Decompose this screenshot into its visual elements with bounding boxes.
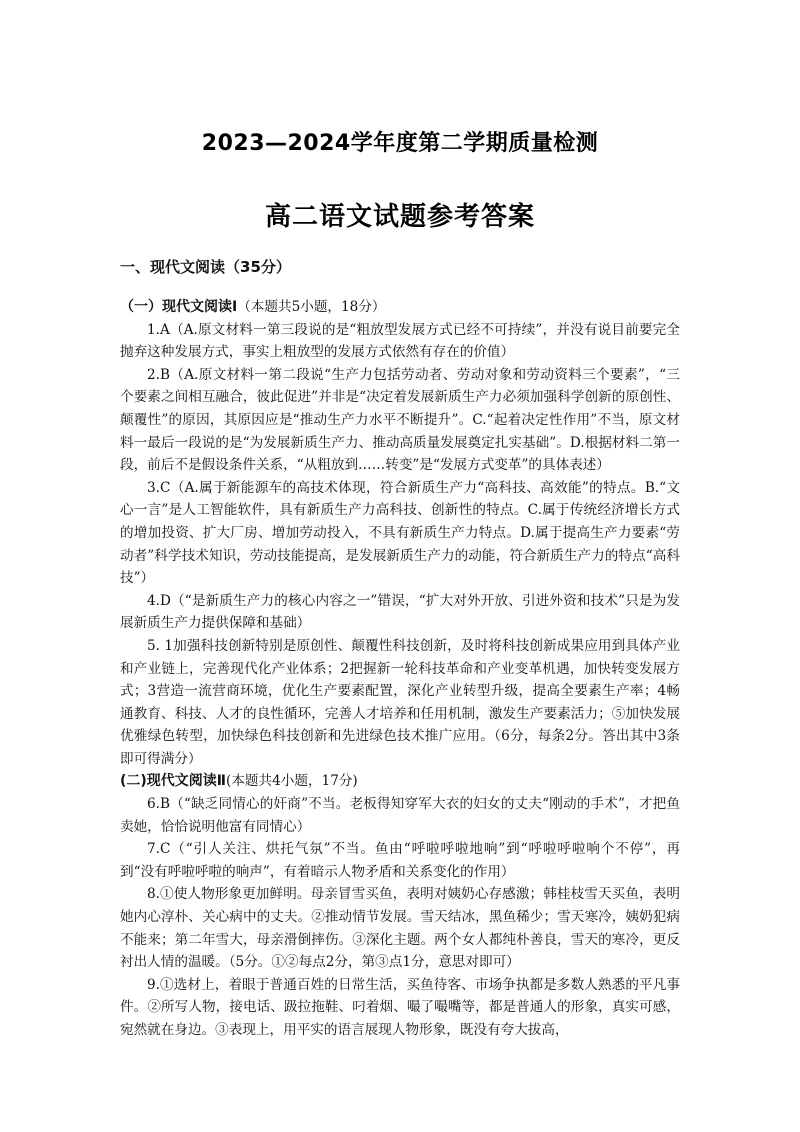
part1-heading: （一）现代文阅读Ⅰ [120,299,238,315]
answer-q4: 4.D（“是新质生产力的核心内容之一”错误，“扩大对外开放、引进外资和技术”只是为发展新质生产力提供保障和基础） [120,592,680,632]
answer-q9: 9.①选材上，着眼于普通百姓的日常生活，买鱼待客、市场争执都是多数人熟悉的平凡事件。②所写人物，接电话、趿拉拖鞋、叼着烟、嘬了嘬嘴等，都是普通人的形象，真实可感，宛然就在身边。③表现上，用平实的语言展现人物形象，既没有夸大拔高， [120,976,680,1038]
document-subtitle: 高二语文试题参考答案 [264,202,535,232]
section-heading: 一、现代文阅读（35分） [120,258,291,276]
part1-note: （本题共5小题，18分） [237,299,386,315]
part2-heading: (二)现代文阅读Ⅱ [120,773,227,790]
answer-body [120,296,680,1042]
answer-q3: 3.C（A.属于新能源车的高技术体现，符合新质生产力“高科技、高效能”的特点。B.“文心一言”是人工智能软件，具有新质生产力高科技、创新性的特点。C.属于传统经济增长方式的增加投资、扩大厂房、增加劳动投入，不具有新质生产力特点。D.属于提高生产力要素“劳动者”科学技术知识，劳动技能提高，是发展新质生产力的动能，符合新质生产力的特点“高科技”） [120,479,680,587]
answer-q1: 1.A（A.原文材料一第三段说的是“粗放型发展方式已经不可持续”，并没有说目前要完全抛弃这种发展方式，事实上粗放型的发展方式依然有存在的价值） [120,321,680,361]
answer-q6: 6.B（“缺乏同情心的奸商”不当。老板得知穿军大衣的妇女的丈夫“刚动的手术”，才把鱼卖她，恰恰说明他富有同情心） [120,796,680,835]
answer-q7: 7.C（“引人关注、烘托气氛”不当。鱼由“呼啦呼啦地响”到“呼啦呼啦响个不停”，再到“没有呼啦呼啦的响声”，有着暗示人物矛盾和关系变化的作用） [120,841,680,880]
answer-q8: 8.①使人物形象更加鲜明。母亲冒雪买鱼，表明对姨奶心存感激；韩桂枝雪天买鱼，表明她内心淳朴、关心病中的丈夫。②推动情节发展。雪天结冰，黑鱼稀少；雪天寒冷，姨奶犯病不能来；第二年雪大，母亲滑倒摔伤。③深化主题。两个女人都纯朴善良，雪天的寒冷，更反衬出人情的温暖。（5分。①②每点2分，第③点1分，意思对即可） [120,886,680,971]
part2-note: (本题共4小题，17分) [226,773,358,790]
answer-q2: 2.B（A.原文材料一第二段说“生产力包括劳动者、劳动对象和劳动资料三个要素”，“三个要素之间相互融合，彼此促进”并非是“决定着发展新质生产力必须加强科学创新的原创性、颠覆性”的原因，其原因应是“推动生产力水平不断提升”。C.“起着决定性作用”不当，原文材料一最后一段说的是“为发展新质生产力、推动高质量发展奠定扎实基础”。D.根据材料二第一段，前后不是假设条件关系，“从粗放到……转变”是“发展方式变革”的具体表述） [120,366,680,474]
document-title: 2023—2024学年度第二学期质量检测 [201,131,599,156]
part-heading [120,296,680,319]
answer-q5: 5. 1加强科技创新特别是原创性、颠覆性科技创新，及时将科技创新成果应用到具体产业和产业链上，完善现代化产业体系；2把握新一轮科技革命和产业变革机遇，加快转变发展方式；3营造一流营商环境，优化生产要素配置，深化产业转型升级，提高全要素生产率；4畅通教育、科技、人才的良性循环，完善人才培养和任用机制，激发生产要素活力；⑤加快发展优雅绿色转型，加快绿色科技创新和先进绿色技术推广应用。（6分，每条2分。答出其中3条即可得满分） [120,637,680,767]
part-heading [120,770,680,793]
